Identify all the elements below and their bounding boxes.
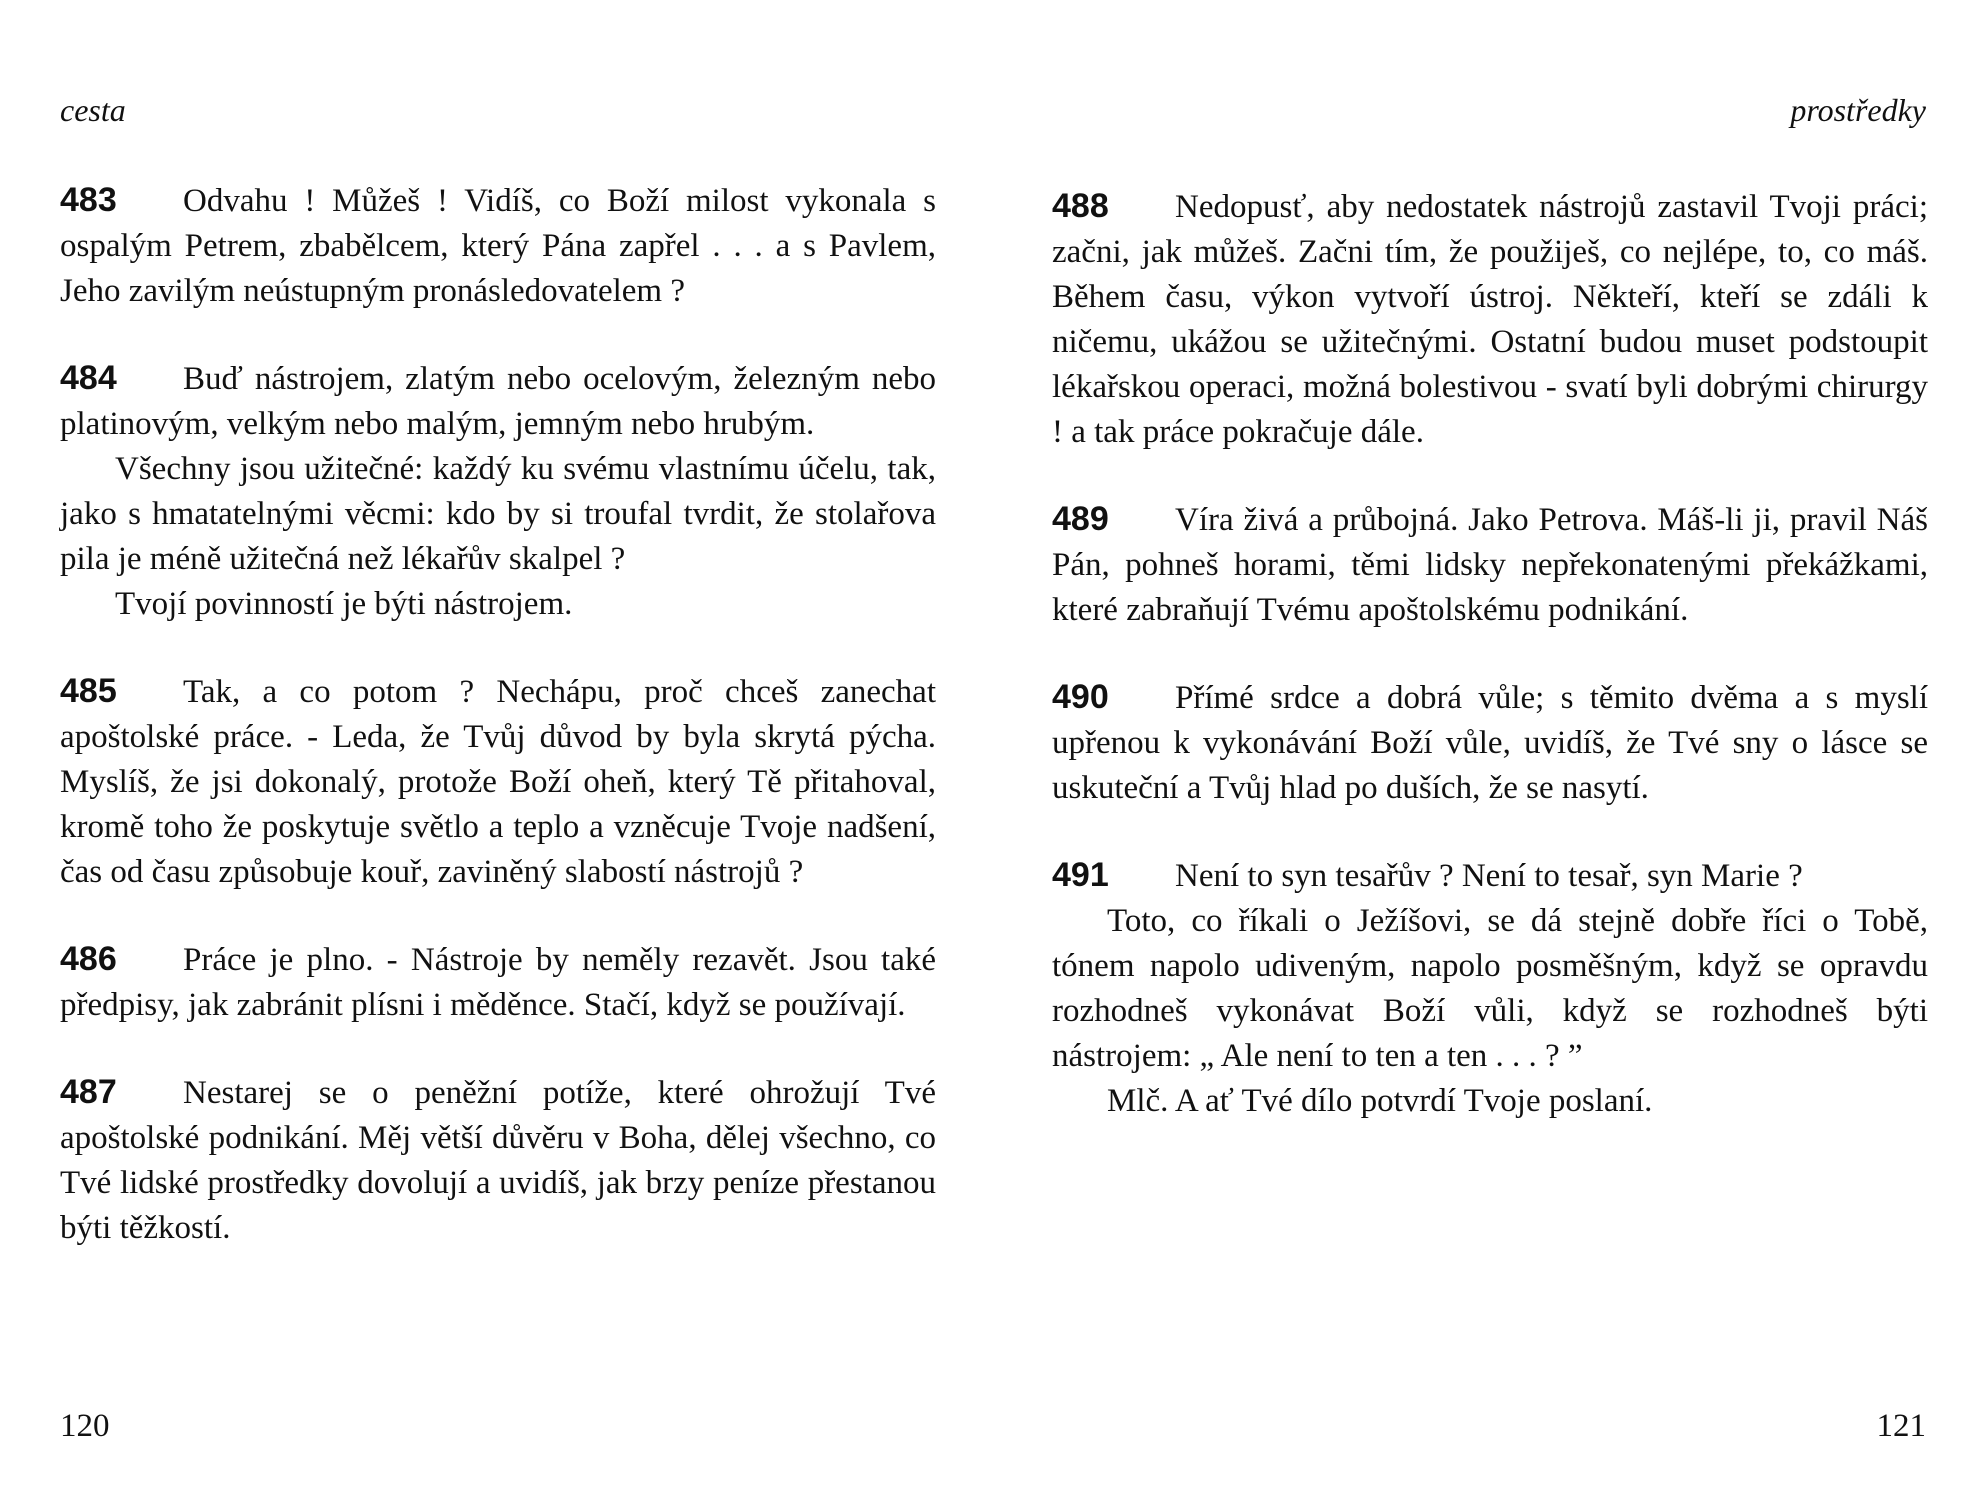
running-head-left: cesta xyxy=(60,92,126,128)
right-page xyxy=(989,0,1978,1500)
entry-number: 484 xyxy=(60,359,117,397)
entry-paragraph: Tvojí povinností je býti nástrojem. xyxy=(115,586,573,622)
page-number-left: 120 xyxy=(60,1408,110,1444)
entry-491 xyxy=(1052,853,1928,1124)
entry-text: Tak, a co potom ? Nechápu, proč chceš zanechat apoštolské práce. - Leda, že Tvůj důvod by byla skrytá pýcha. Myslíš, že jsi dokonalý, protože Boží oheň, který Tě přitahoval, kromě toho že poskytuje světlo a teplo a vzněcuje Tvoje nadšení, čas od času způsobuje kouř, zaviněný slabostí nástrojů ? xyxy=(60,674,936,890)
entry-number: 489 xyxy=(1052,500,1109,538)
entry-text: Víra živá a průbojná. Jako Petrova. Máš-li ji, pravil Náš Pán, pohneš horami, těmi lidsky nepřekonatenými překážkami, které zabraňují Tvému apoštolskému podnikání. xyxy=(1052,502,1928,628)
entry-488 xyxy=(1052,184,1928,455)
entry-paragraph: Mlč. A ať Tvé dílo potvrdí Tvoje poslaní. xyxy=(1107,1083,1653,1119)
entry-paragraph xyxy=(1052,184,1928,455)
entry-text: Nedopusť, aby nedostatek nástrojů zastavil Tvoji práci; začni, jak můžeš. Začni tím, že použiješ, co nejlépe, to, co máš. Během času, výkon vytvoří ústroj. Někteří, kteří se zdáli k ničemu, ukážou se užitečnými. Ostatní budou muset podstoupit lékařskou operaci, možná bolestivou - svatí byli dobrými chirurgy ! a tak práce pokračuje dále. xyxy=(1052,189,1928,450)
entry-text: Práce je plno. - Nástroje by neměly rezavět. Jsou také předpisy, jak zabránit plísni i měděnce. Stačí, když se používají. xyxy=(60,942,936,1023)
entry-number: 483 xyxy=(60,181,117,219)
entry-484 xyxy=(60,356,936,627)
entry-paragraph xyxy=(1052,853,1928,899)
entry-number: 488 xyxy=(1052,187,1109,225)
entry-paragraph xyxy=(60,669,936,895)
entry-number: 486 xyxy=(60,940,117,978)
entry-485 xyxy=(60,669,936,895)
entry-paragraph xyxy=(1052,497,1928,633)
entry-486 xyxy=(60,937,936,1028)
entry-paragraph xyxy=(60,1070,936,1251)
entry-490 xyxy=(1052,675,1928,811)
page-number-right: 121 xyxy=(1876,1408,1926,1444)
entry-text: Buď nástrojem, zlatým nebo ocelovým, železným nebo platinovým, velkým nebo malým, jemným nebo hrubým. xyxy=(60,361,936,442)
running-head-right: prostředky xyxy=(1790,92,1926,128)
entry-paragraph: Všechny jsou užitečné: každý ku svému vlastnímu účelu, tak, jako s hmatatelnými věcmi: kdo by si troufal tvrdit, že stolařova pila je méně užitečná než lékařův skalpel ? xyxy=(60,451,936,577)
entry-paragraph xyxy=(1052,675,1928,811)
entry-489 xyxy=(1052,497,1928,633)
entry-number: 491 xyxy=(1052,856,1109,894)
entry-number: 485 xyxy=(60,672,117,710)
entry-text: Odvahu ! Můžeš ! Vidíš, co Boží milost vykonala s ospalým Petrem, zbabělcem, který Pána zapřel . . . a s Pavlem, Jeho zavilým neústupným pronásledovatelem ? xyxy=(60,183,936,309)
entry-text: Přímé srdce a dobrá vůle; s těmito dvěma a s myslí upřenou k vykonávání Boží vůle, uvidíš, že Tvé sny o lásce se uskuteční a Tvůj hlad po duších, že se nasytí. xyxy=(1052,680,1928,806)
entry-number: 490 xyxy=(1052,678,1109,716)
entry-487 xyxy=(60,1070,936,1251)
entry-paragraph xyxy=(60,937,936,1028)
entry-paragraph xyxy=(60,356,936,447)
entry-number: 487 xyxy=(60,1073,117,1111)
right-column xyxy=(1052,184,1928,1166)
entry-paragraph: Toto, co říkali o Ježíšovi, se dá stejně dobře říci o Tobě, tónem napolo udiveným, napolo posměšným, když se opravdu rozhodneš vykonávat Boží vůli, když se rozhodneš býti nástrojem: „ Ale není to ten a ten . . . ? ” xyxy=(1052,903,1928,1074)
left-column xyxy=(60,178,936,1293)
entry-text: Není to syn tesařův ? Není to tesař, syn Marie ? xyxy=(1175,858,1803,894)
entry-483 xyxy=(60,178,936,314)
entry-paragraph xyxy=(60,178,936,314)
entry-text: Nestarej se o peněžní potíže, které ohrožují Tvé apoštolské podnikání. Měj větší důvěru v Boha, dělej všechno, co Tvé lidské prostředky dovolují a uvidíš, jak brzy peníze přestanou býti těžkostí. xyxy=(60,1075,936,1246)
